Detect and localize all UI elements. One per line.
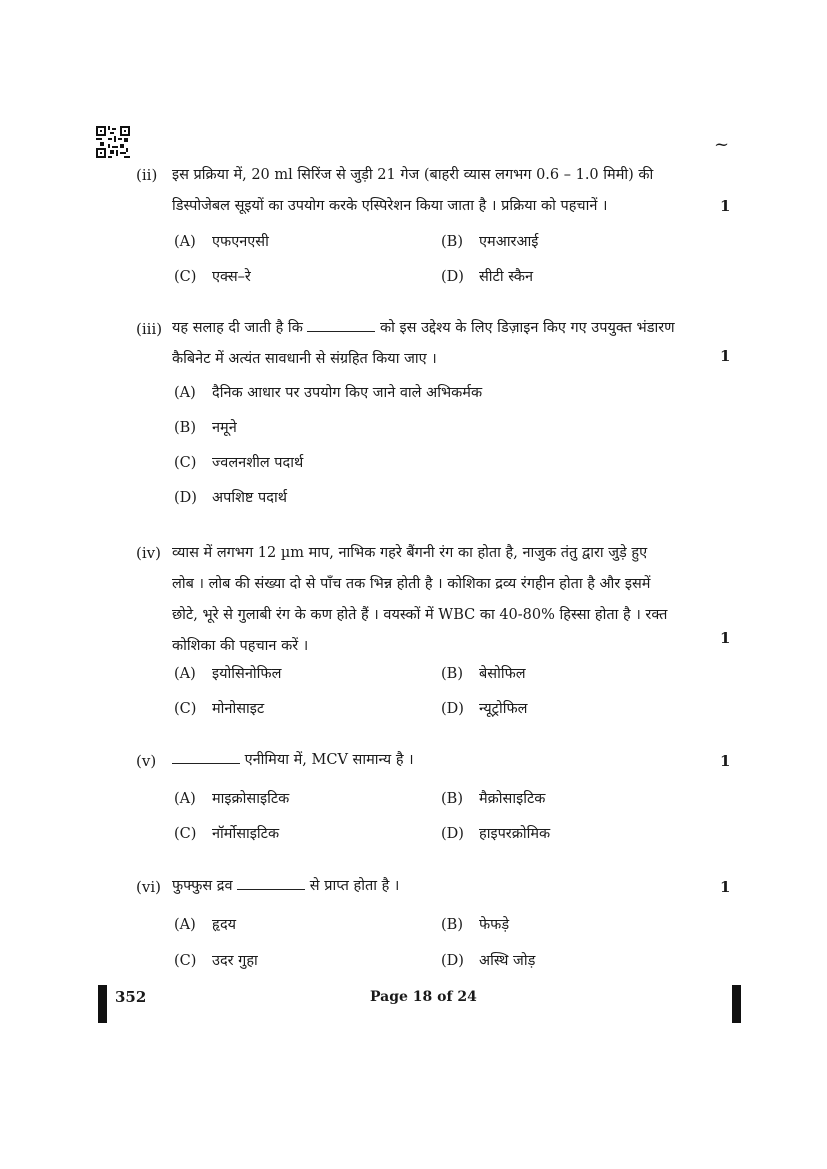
option-letter: (C) — [174, 953, 197, 969]
question-line: छोटे, भूरे से गुलाबी रंग के कण होते हैं । वयस्कों में WBC का 40-80% हिस्सा होता है । रक्त — [172, 607, 668, 623]
option-b — [441, 663, 526, 683]
option-letter: (D) — [441, 269, 464, 285]
option-text: एमआरआई — [479, 234, 539, 250]
option-c — [174, 698, 264, 718]
option-text: मोनोसाइट — [212, 701, 265, 717]
question-line: यह सलाह दी जाती है कि — [172, 320, 303, 336]
option-a — [174, 788, 289, 808]
question-line: को इस उद्देश्य के लिए डिज़ाइन किए गए उपयुक्त भंडारण — [380, 320, 675, 336]
option-text: अस्थि जोड़ — [479, 953, 536, 969]
option-text: हाइपरक्रोमिक — [479, 826, 551, 842]
question-text — [172, 160, 700, 222]
fill-blank — [237, 889, 305, 890]
right-margin-bar — [732, 985, 741, 1023]
option-letter: (B) — [174, 420, 196, 436]
option-letter: (D) — [441, 826, 464, 842]
question-text — [172, 313, 700, 375]
question-line: एनीमिया में, MCV सामान्य है । — [244, 752, 414, 768]
option-c — [174, 823, 279, 843]
option-letter: (C) — [174, 269, 197, 285]
option-letter: (B) — [441, 234, 463, 250]
option-text: ज्वलनशील पदार्थ — [212, 455, 304, 471]
marks: 1 — [720, 878, 731, 896]
option-letter: (B) — [441, 666, 463, 682]
option-d — [441, 698, 528, 718]
option-a — [174, 914, 236, 934]
question-number: (ii) — [136, 166, 158, 184]
question-line: व्यास में लगभग 12 µm माप, नाभिक गहरे बैंगनी रंग का होता है, नाजुक तंतु द्वारा जुड़े हुए — [172, 545, 648, 561]
option-d — [174, 487, 287, 507]
option-text: मैक्रोसाइटिक — [479, 791, 546, 807]
option-c — [174, 266, 251, 286]
option-letter: (B) — [441, 917, 463, 933]
marks: 1 — [720, 752, 731, 770]
question-line: कोशिका की पहचान करें । — [172, 638, 309, 654]
option-text: एफएनएसी — [212, 234, 269, 250]
option-b — [174, 417, 237, 437]
option-letter: (C) — [174, 826, 197, 842]
option-letter: (D) — [441, 701, 464, 717]
marks: 1 — [720, 197, 731, 215]
question-line: डिस्पोजेबल सूइयों का उपयोग करके एस्पिरेशन किया जाता है । प्रक्रिया को पहचानें । — [172, 198, 608, 214]
option-letter: (D) — [174, 490, 197, 506]
option-text: माइक्रोसाइटिक — [212, 791, 290, 807]
question-line: लोब । लोब की संख्या दो से पाँच तक भिन्न होती है । कोशिका द्रव्य रंगहीन होता है और इसमें — [172, 576, 651, 592]
question-line: फुफ्फुस द्रव — [172, 878, 233, 894]
option-d — [441, 823, 550, 843]
fill-blank — [172, 763, 240, 764]
option-letter: (A) — [174, 234, 196, 250]
marks: 1 — [720, 629, 731, 647]
option-text: न्यूट्रोफिल — [479, 701, 528, 717]
option-letter: (D) — [441, 953, 464, 969]
option-text: एक्स–रे — [212, 269, 251, 285]
option-c — [174, 950, 258, 970]
option-text: हृदय — [212, 917, 237, 933]
marks: 1 — [720, 347, 731, 365]
option-text: उदर गुहा — [212, 953, 258, 969]
option-letter: (A) — [174, 666, 196, 682]
question-line: से प्राप्त होता है । — [309, 878, 400, 894]
option-c — [174, 452, 303, 472]
option-a — [174, 231, 269, 251]
question-number: (iv) — [136, 544, 161, 562]
question-line: इस प्रक्रिया में, 20 ml सिरिंज से जुड़ी 21 गेज (बाहरी व्यास लगभग 0.6 – 1.0 मिमी) की — [172, 167, 654, 183]
question-text — [172, 745, 700, 776]
question-text — [172, 538, 702, 662]
option-letter: (C) — [174, 701, 197, 717]
option-text: अपशिष्ट पदार्थ — [212, 490, 287, 506]
option-text: नमूने — [212, 420, 237, 436]
page-number: Page 18 of 24 — [370, 989, 477, 1005]
option-a — [174, 663, 281, 683]
question-line: कैबिनेट में अत्यंत सावधानी से संग्रहित किया जाए । — [172, 351, 437, 367]
option-text: दैनिक आधार पर उपयोग किए जाने वाले अभिकर्मक — [212, 385, 483, 401]
option-letter: (A) — [174, 917, 196, 933]
question-number: (v) — [136, 752, 157, 770]
option-letter: (A) — [174, 385, 196, 401]
question-number: (vi) — [136, 878, 161, 896]
option-a — [174, 382, 482, 402]
fill-blank — [307, 331, 375, 332]
option-letter: (C) — [174, 455, 197, 471]
option-d — [441, 266, 533, 286]
option-letter: (B) — [441, 791, 463, 807]
option-b — [441, 231, 538, 251]
option-text: बेसोफिल — [479, 666, 526, 682]
paper-code: 352 — [115, 988, 147, 1006]
option-text: सीटी स्कैन — [479, 269, 534, 285]
question-number: (iii) — [136, 320, 163, 338]
option-b — [441, 914, 509, 934]
tilde-mark: ~ — [714, 134, 730, 155]
option-text: फेफड़े — [479, 917, 510, 933]
qr-code — [96, 126, 130, 158]
option-text: नॉर्मोसाइटिक — [212, 826, 280, 842]
left-margin-bar — [98, 985, 107, 1023]
option-b — [441, 788, 545, 808]
option-letter: (A) — [174, 791, 196, 807]
option-d — [441, 950, 535, 970]
option-text: इयोसिनोफिल — [212, 666, 282, 682]
question-text — [172, 871, 700, 902]
